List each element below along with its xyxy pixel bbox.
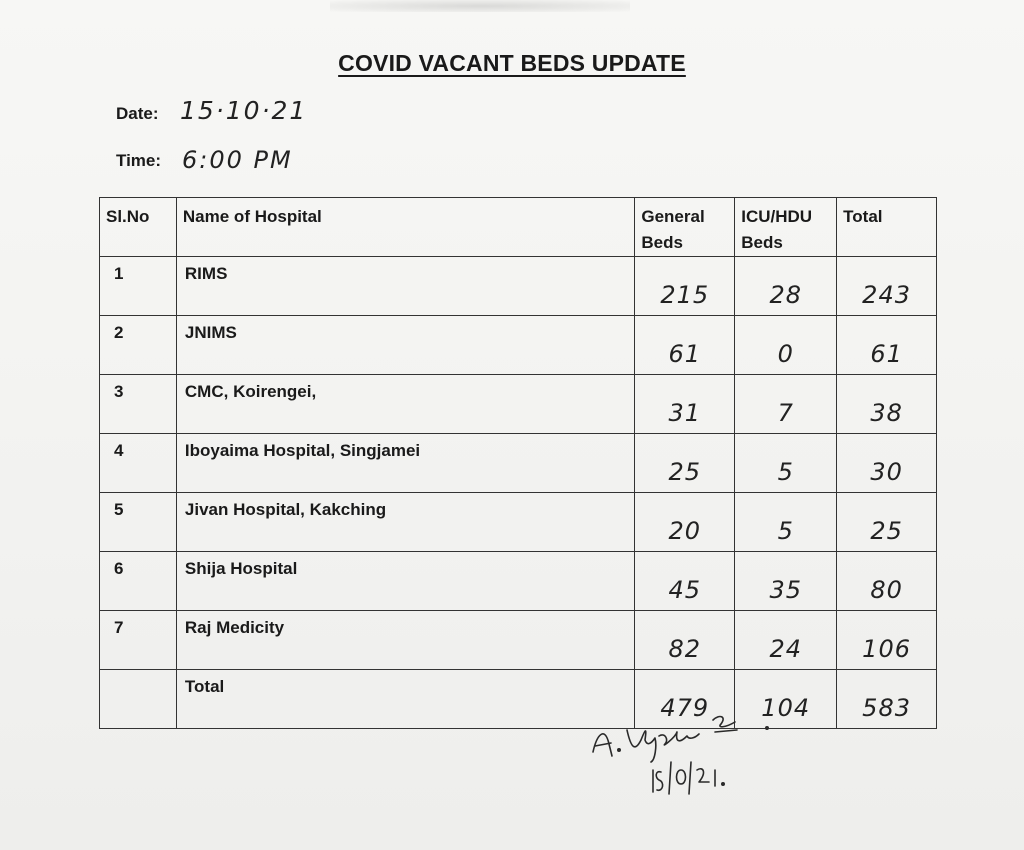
document-title-text: COVID VACANT BEDS UPDATE (338, 50, 686, 76)
cell-sl-no: 2 (100, 316, 177, 375)
cell-icu-hdu-beds: 5 (735, 434, 837, 493)
cell-total: 243 (837, 257, 937, 316)
date-label: Date: (116, 104, 159, 123)
table-row (100, 316, 937, 375)
table-row (100, 552, 937, 611)
cell-sl-no: 4 (100, 434, 177, 493)
cell-sl-no: 7 (100, 611, 177, 670)
cell-hospital-name: CMC, Koirengei, (176, 375, 634, 434)
cell-icu-hdu-beds: 7 (735, 375, 837, 434)
header-total: Total (837, 198, 937, 257)
cell-hospital-name: RIMS (176, 257, 634, 316)
table-row (100, 375, 937, 434)
cell-sl-no: 5 (100, 493, 177, 552)
cell-general-beds: 215 (635, 257, 735, 316)
cell-totals-label: Total (176, 670, 634, 729)
cell-icu-hdu-beds: 35 (735, 552, 837, 611)
vacant-beds-table (99, 197, 937, 729)
cell-icu-hdu-beds: 28 (735, 257, 837, 316)
time-label: Time: (116, 151, 162, 170)
cell-hospital-name: Shija Hospital (176, 552, 634, 611)
signature (585, 700, 845, 795)
cell-total: 25 (837, 493, 937, 552)
cell-sl-no: 1 (100, 257, 177, 316)
cell-total-general-beds: 479 (635, 670, 735, 729)
document-title (0, 50, 1024, 77)
cell-sl-no-empty (100, 670, 177, 729)
table-row (100, 493, 937, 552)
header-icu-hdu-beds: ICU/HDU Beds (735, 198, 837, 257)
cell-hospital-name: Jivan Hospital, Kakching (176, 493, 634, 552)
header-sl-no: Sl.No (100, 198, 177, 257)
cell-total: 80 (837, 552, 937, 611)
cell-general-beds: 31 (635, 375, 735, 434)
header-general-beds: General Beds (635, 198, 735, 257)
cell-icu-hdu-beds: 5 (735, 493, 837, 552)
date-value: 15·10·21 (180, 96, 308, 125)
table-row (100, 257, 937, 316)
cell-hospital-name: Raj Medicity (176, 611, 634, 670)
cell-hospital-name: Iboyaima Hospital, Singjamei (176, 434, 634, 493)
cell-icu-hdu-beds: 24 (735, 611, 837, 670)
header-hospital-name: Name of Hospital (176, 198, 634, 257)
cell-total: 106 (837, 611, 937, 670)
cell-sl-no: 3 (100, 375, 177, 434)
cell-hospital-name: JNIMS (176, 316, 634, 375)
cell-icu-hdu-beds: 0 (735, 316, 837, 375)
cell-grand-total: 583 (837, 670, 937, 729)
table-row (100, 434, 937, 493)
cell-total: 30 (837, 434, 937, 493)
cell-general-beds: 45 (635, 552, 735, 611)
time-value: 6:00 PM (182, 146, 293, 174)
table-row (100, 611, 937, 670)
cell-sl-no: 6 (100, 552, 177, 611)
table-header-row (100, 198, 937, 257)
cell-general-beds: 82 (635, 611, 735, 670)
scan-shadow (330, 0, 630, 12)
cell-total-icu-hdu-beds: 104 (735, 670, 837, 729)
cell-total: 61 (837, 316, 937, 375)
cell-total: 38 (837, 375, 937, 434)
cell-general-beds: 25 (635, 434, 735, 493)
cell-general-beds: 20 (635, 493, 735, 552)
cell-general-beds: 61 (635, 316, 735, 375)
